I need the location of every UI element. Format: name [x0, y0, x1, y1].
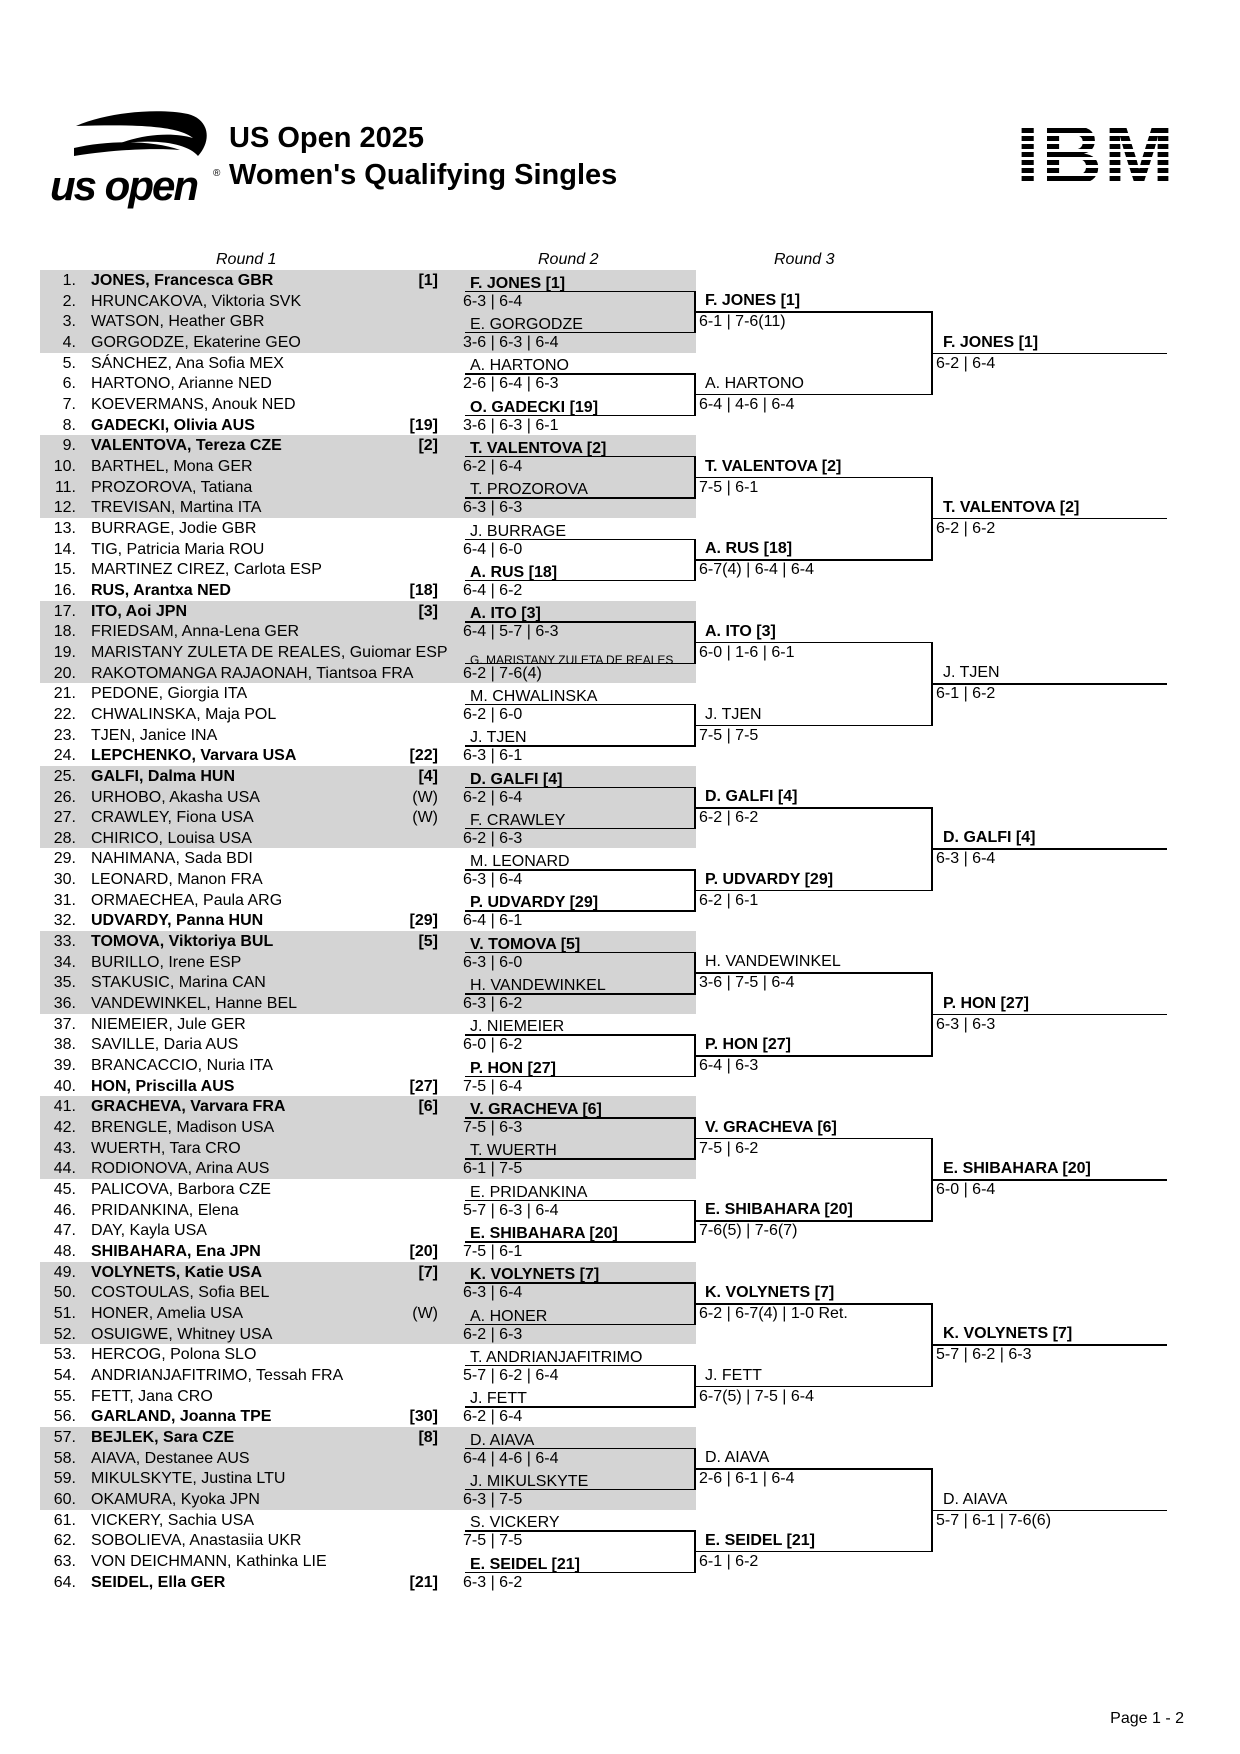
player-name[interactable]: VON DEICHMANN, Kathinka LIE: [91, 1552, 327, 1570]
player-name[interactable]: HERCOG, Polona SLO: [91, 1346, 257, 1364]
qualifier-score: 6-3 | 6-3: [936, 1015, 996, 1033]
round2-score: 6-3 | 6-0: [463, 953, 523, 971]
draw-number: 37.: [53, 1015, 76, 1033]
qualifier-name[interactable]: P. HON [27]: [943, 994, 1029, 1012]
seed-label: [8]: [418, 1428, 438, 1446]
player-name[interactable]: URHOBO, Akasha USA: [91, 788, 260, 806]
round2-winner[interactable]: J. FETT: [470, 1390, 527, 1408]
player-name[interactable]: SHIBAHARA, Ena JPN: [91, 1243, 261, 1261]
player-name[interactable]: GARLAND, Joanna TPE: [91, 1408, 272, 1426]
round-3-label: Round 3: [774, 251, 835, 268]
draw-number: 58.: [53, 1449, 76, 1467]
qualifier-name[interactable]: T. VALENTOVA [2]: [943, 498, 1080, 516]
qualifier-name[interactable]: K. VOLYNETS [7]: [943, 1325, 1073, 1343]
player-name[interactable]: FETT, Jana CRO: [91, 1387, 213, 1405]
player-name[interactable]: SÁNCHEZ, Ana Sofia MEX: [91, 354, 284, 372]
round2-winner[interactable]: M. LEONARD: [470, 853, 570, 871]
qualifier-name[interactable]: F. JONES [1]: [943, 333, 1039, 351]
player-name[interactable]: BRENGLE, Madison USA: [91, 1119, 275, 1137]
player-name[interactable]: AIAVA, Destanee AUS: [91, 1449, 250, 1467]
player-name[interactable]: PEDONE, Giorgia ITA: [91, 685, 248, 703]
draw-number: 21.: [53, 685, 76, 703]
player-name[interactable]: HRUNCAKOVA, Viktoria SVK: [91, 292, 302, 310]
player-name[interactable]: PRIDANKINA, Elena: [91, 1201, 239, 1219]
round3-winner[interactable]: E. SHIBAHARA [20]: [705, 1201, 853, 1219]
draw-number: 23.: [53, 726, 76, 744]
round2-winner[interactable]: J. MIKULSKYTE: [470, 1472, 589, 1490]
round2-winner[interactable]: M. CHWALINSKA: [470, 687, 598, 705]
round2-score: 6-3 | 6-1: [463, 747, 523, 765]
qualifier-name[interactable]: D. GALFI [4]: [943, 829, 1036, 847]
round3-score: 6-4 | 4-6 | 6-4: [699, 395, 795, 413]
player-name[interactable]: TJEN, Janice INA: [91, 726, 218, 744]
player-name[interactable]: LEPCHENKO, Varvara USA: [91, 747, 297, 765]
draw-number: 11.: [54, 478, 76, 496]
svg-text:®: ®: [213, 168, 221, 179]
player-name[interactable]: BARTHEL, Mona GER: [91, 457, 253, 475]
round2-score: 5-7 | 6-3 | 6-4: [463, 1201, 559, 1219]
round2-score: 6-2 | 6-3: [463, 1325, 523, 1343]
player-name[interactable]: RODIONOVA, Arina AUS: [91, 1160, 270, 1178]
draw-number: 62.: [53, 1532, 76, 1550]
round2-score: 6-3 | 7-5: [463, 1490, 523, 1508]
player-name[interactable]: PROZOROVA, Tatiana: [91, 478, 253, 496]
player-name[interactable]: BRANCACCIO, Nuria ITA: [91, 1057, 273, 1075]
player-name[interactable]: SOBOLIEVA, Anastasiia UKR: [91, 1532, 302, 1550]
round3-score: 6-4 | 6-3: [699, 1057, 759, 1075]
player-name[interactable]: HARTONO, Arianne NED: [91, 375, 272, 393]
round2-winner[interactable]: O. GADECKI [19]: [470, 398, 599, 416]
qualifier-score: 6-2 | 6-4: [936, 354, 996, 372]
seed-label: [30]: [409, 1408, 438, 1426]
draw-number: 8.: [62, 416, 76, 434]
round2-score: 6-4 | 6-0: [463, 540, 523, 558]
draw-number: 5.: [62, 354, 76, 372]
player-name[interactable]: SEIDEL, Ella GER: [91, 1573, 226, 1591]
draw-number: 10.: [53, 457, 76, 475]
draw-number: 18.: [53, 623, 76, 641]
player-name[interactable]: OKAMURA, Kyoka JPN: [91, 1490, 260, 1508]
round2-score: 7-5 | 7-5: [463, 1532, 523, 1550]
player-name[interactable]: FRIEDSAM, Anna-Lena GER: [91, 623, 300, 641]
round3-winner[interactable]: D. GALFI [4]: [705, 788, 798, 806]
player-name[interactable]: CHWALINSKA, Maja POL: [91, 705, 277, 723]
draw-number: 4.: [62, 333, 76, 351]
draw-number: 1.: [62, 272, 76, 289]
round2-score: 6-2 | 7-6(4): [463, 664, 542, 682]
round2-winner[interactable]: P. UDVARDY [29]: [470, 894, 599, 912]
page-number: Page 1 - 2: [1110, 1710, 1184, 1727]
draw-number: 13.: [53, 519, 76, 537]
draw-number: 17.: [53, 602, 76, 620]
svg-text:us open: us open: [50, 162, 198, 209]
player-name[interactable]: TOMOVA, Viktoriya BUL: [91, 933, 274, 951]
player-name[interactable]: COSTOULAS, Sofia BEL: [91, 1284, 270, 1302]
seed-label: (W): [412, 788, 438, 806]
qualifier-name[interactable]: D. AIAVA: [943, 1490, 1008, 1508]
seed-label: [4]: [418, 767, 438, 785]
draw-number: 26.: [53, 788, 76, 806]
round3-winner[interactable]: H. VANDEWINKEL: [705, 953, 841, 971]
round3-winner[interactable]: J. TJEN: [705, 705, 762, 723]
round2-score: 6-4 | 6-1: [463, 912, 523, 930]
draw-number: 42.: [53, 1119, 76, 1137]
round3-score: 6-1 | 7-6(11): [699, 313, 786, 331]
player-name[interactable]: CHIRICO, Louisa USA: [91, 829, 252, 847]
round3-winner[interactable]: A. HARTONO: [705, 374, 804, 392]
player-name[interactable]: JONES, Francesca GBR: [91, 272, 274, 289]
round2-score: 6-2 | 6-3: [463, 829, 523, 847]
round2-winner[interactable]: D. GALFI [4]: [470, 770, 563, 788]
draw-number: 27.: [53, 809, 76, 827]
round3-winner[interactable]: P. UDVARDY [29]: [705, 870, 834, 888]
round2-score: 7-5 | 6-3: [463, 1119, 523, 1137]
draw-number: 6.: [62, 375, 76, 393]
draw-number: 7.: [62, 395, 76, 413]
player-name[interactable]: PALICOVA, Barbora CZE: [91, 1181, 271, 1199]
player-name[interactable]: VANDEWINKEL, Hanne BEL: [91, 995, 298, 1013]
title-line-2: Women's Qualifying Singles: [229, 159, 618, 191]
seed-label: [20]: [409, 1243, 438, 1261]
round3-score: 6-7(5) | 7-5 | 6-4: [699, 1387, 815, 1405]
player-name[interactable]: MIKULSKYTE, Justina LTU: [91, 1470, 286, 1488]
round2-winner[interactable]: E. GORGODZE: [470, 315, 583, 333]
qualifier-name[interactable]: E. SHIBAHARA [20]: [943, 1160, 1091, 1178]
player-name[interactable]: NAHIMANA, Sada BDI: [91, 850, 253, 868]
seed-label: (W): [412, 809, 438, 827]
round2-score: 6-4 | 5-7 | 6-3: [463, 623, 559, 641]
round2-score: 6-4 | 6-2: [463, 581, 523, 599]
draw-number: 9.: [62, 437, 76, 455]
player-name[interactable]: BURILLO, Irene ESP: [91, 953, 242, 971]
draw-number: 14.: [53, 540, 76, 558]
round2-score: 6-2 | 6-4: [463, 788, 523, 806]
seed-label: (W): [412, 1305, 438, 1322]
draw-number: 31.: [53, 891, 76, 909]
round3-score: 2-6 | 6-1 | 6-4: [699, 1470, 795, 1488]
player-name[interactable]: VOLYNETS, Katie USA: [91, 1263, 263, 1281]
draw-number: 53.: [53, 1346, 76, 1364]
round3-score: 6-2 | 6-7(4) | 1-0 Ret.: [699, 1305, 848, 1322]
qualifier-score: 6-2 | 6-2: [936, 519, 996, 537]
round2-score: 6-3 | 6-2: [463, 1573, 523, 1591]
round2-winner[interactable]: G. MARISTANY ZULETA DE REALES: [470, 652, 674, 667]
draw-number: 38.: [53, 1036, 76, 1054]
round3-winner[interactable]: J. FETT: [705, 1366, 762, 1384]
round3-score: 6-0 | 1-6 | 6-1: [699, 643, 795, 661]
player-name[interactable]: WUERTH, Tara CRO: [91, 1139, 241, 1157]
player-name[interactable]: HONER, Amelia USA: [91, 1305, 244, 1322]
draw-number: 52.: [53, 1325, 76, 1343]
round2-score: 6-3 | 6-2: [463, 995, 523, 1013]
round2-score: 6-0 | 6-2: [463, 1036, 523, 1054]
draw-number: 63.: [53, 1552, 76, 1570]
draw-number: 59.: [53, 1470, 76, 1488]
round2-winner[interactable]: D. AIAVA: [470, 1431, 535, 1449]
player-name[interactable]: ORMAECHEA, Paula ARG: [91, 891, 283, 909]
round2-winner[interactable]: V. GRACHEVA [6]: [470, 1101, 602, 1119]
seed-label: [29]: [409, 912, 438, 930]
round2-winner[interactable]: A. HARTONO: [470, 357, 569, 375]
player-name[interactable]: TREVISAN, Martina ITA: [91, 499, 262, 517]
round3-winner[interactable]: V. GRACHEVA [6]: [705, 1118, 837, 1136]
qualifier-score: 5-7 | 6-2 | 6-3: [936, 1346, 1032, 1364]
round2-winner[interactable]: T. PROZOROVA: [470, 481, 588, 499]
round3-score: 7-5 | 6-2: [699, 1139, 759, 1157]
round2-winner[interactable]: J. BURRAGE: [470, 522, 567, 540]
draw-number: 20.: [53, 664, 76, 682]
draw-number: 39.: [53, 1057, 76, 1075]
draw-number: 43.: [53, 1139, 76, 1157]
seed-label: [1]: [418, 272, 438, 289]
player-name[interactable]: RAKOTOMANGA RAJAONAH, Tiantsoa FRA: [91, 664, 414, 682]
player-name[interactable]: TIG, Patricia Maria ROU: [91, 540, 265, 558]
us-open-logo: [48, 104, 228, 212]
round2-score: 6-3 | 6-4: [463, 871, 523, 889]
qualifier-score: 6-1 | 6-2: [936, 685, 996, 703]
round2-score: 7-5 | 6-1: [463, 1243, 523, 1261]
draw-number: 28.: [53, 829, 76, 847]
round2-winner[interactable]: E. SEIDEL [21]: [470, 1555, 580, 1573]
player-name[interactable]: MARISTANY ZULETA DE REALES, Guiomar ESP: [91, 643, 448, 661]
round3-winner[interactable]: F. JONES [1]: [705, 292, 801, 310]
player-name[interactable]: HON, Priscilla AUS: [91, 1077, 235, 1095]
draw-number: 48.: [53, 1243, 76, 1261]
seed-label: [2]: [418, 437, 438, 455]
round2-winner[interactable]: K. VOLYNETS [7]: [470, 1266, 600, 1284]
draw-number: 50.: [53, 1284, 76, 1302]
round2-winner[interactable]: H. VANDEWINKEL: [470, 977, 606, 995]
round2-winner[interactable]: E. PRIDANKINA: [470, 1183, 588, 1201]
player-name[interactable]: WATSON, Heather GBR: [91, 313, 265, 331]
round3-winner[interactable]: D. AIAVA: [705, 1449, 770, 1467]
draw-number: 29.: [53, 850, 76, 868]
player-name[interactable]: GORGODZE, Ekaterine GEO: [91, 333, 301, 351]
draw-number: 61.: [53, 1511, 76, 1529]
draw-number: 2.: [62, 292, 76, 310]
seed-label: [7]: [418, 1263, 438, 1281]
player-name[interactable]: VICKERY, Sachia USA: [91, 1511, 255, 1529]
round3-winner[interactable]: P. HON [27]: [705, 1036, 791, 1054]
draw-number: 44.: [53, 1160, 76, 1178]
player-name[interactable]: CRAWLEY, Fiona USA: [91, 809, 254, 827]
page-title: [229, 120, 617, 194]
round3-score: 6-2 | 6-1: [699, 891, 759, 909]
round-1-label: Round 1: [216, 251, 277, 268]
player-name[interactable]: ITO, Aoi JPN: [91, 602, 188, 620]
draw-number: 60.: [53, 1490, 76, 1508]
round2-winner[interactable]: T. VALENTOVA [2]: [470, 439, 607, 457]
round2-score: 7-5 | 6-4: [463, 1077, 523, 1095]
round2-winner[interactable]: A. HONER: [470, 1307, 548, 1325]
round2-score: 6-4 | 4-6 | 6-4: [463, 1449, 559, 1467]
round-2-label: Round 2: [538, 251, 599, 268]
draw-number: 40.: [53, 1077, 76, 1095]
round3-score: 3-6 | 7-5 | 6-4: [699, 974, 795, 992]
round3-winner[interactable]: A. ITO [3]: [705, 622, 776, 640]
draw-number: 30.: [53, 871, 76, 889]
qualifier-score: 5-7 | 6-1 | 7-6(6): [936, 1511, 1052, 1529]
seed-label: [6]: [418, 1098, 438, 1116]
round2-winner[interactable]: E. SHIBAHARA [20]: [470, 1225, 618, 1243]
draw-number: 54.: [53, 1366, 76, 1384]
round2-score: 6-2 | 6-0: [463, 705, 523, 723]
round3-winner[interactable]: K. VOLYNETS [7]: [705, 1284, 835, 1301]
qualifier-score: 6-3 | 6-4: [936, 850, 996, 868]
player-name[interactable]: SAVILLE, Daria AUS: [91, 1036, 239, 1054]
draw-number: 19.: [53, 643, 76, 661]
round2-winner[interactable]: J. NIEMEIER: [470, 1018, 565, 1036]
draw-number: 47.: [53, 1222, 76, 1240]
draw-number: 35.: [53, 974, 76, 992]
round2-winner[interactable]: J. TJEN: [470, 729, 527, 747]
round3-score: 6-7(4) | 6-4 | 6-4: [699, 561, 815, 579]
player-name[interactable]: KOEVERMANS, Anouk NED: [91, 395, 296, 413]
draw-number: 24.: [53, 747, 76, 765]
seed-label: [19]: [409, 416, 438, 434]
seed-label: [22]: [409, 747, 438, 765]
draw-number: 34.: [53, 953, 76, 971]
round2-winner[interactable]: A. RUS [18]: [470, 563, 558, 581]
draw-number: 46.: [53, 1201, 76, 1219]
player-name[interactable]: MARTINEZ CIREZ, Carlota ESP: [91, 561, 322, 579]
draw-number: 36.: [53, 995, 76, 1013]
round3-score: 7-5 | 7-5: [699, 726, 759, 744]
draw-number: 32.: [53, 912, 76, 930]
round2-score: 3-6 | 6-3 | 6-4: [463, 333, 559, 351]
round2-score: 6-1 | 7-5: [463, 1160, 523, 1178]
round2-score: 6-3 | 6-4: [463, 292, 523, 310]
player-name[interactable]: ANDRIANJAFITRIMO, Tessah FRA: [91, 1366, 344, 1384]
draw-number: 33.: [53, 933, 76, 951]
qualifier-name[interactable]: J. TJEN: [943, 664, 1000, 682]
round3-winner[interactable]: T. VALENTOVA [2]: [705, 457, 842, 475]
seed-label: [3]: [418, 602, 438, 620]
round3-score: 6-1 | 6-2: [699, 1552, 759, 1570]
round2-score: 5-7 | 6-2 | 6-4: [463, 1366, 559, 1384]
player-name[interactable]: DAY, Kayla USA: [91, 1222, 207, 1240]
round3-winner[interactable]: A. RUS [18]: [705, 540, 793, 558]
round2-score: 6-3 | 6-4: [463, 1284, 523, 1302]
player-name[interactable]: NIEMEIER, Jule GER: [91, 1015, 246, 1033]
round2-winner[interactable]: S. VICKERY: [470, 1514, 560, 1532]
draw-number: 45.: [53, 1181, 76, 1199]
round2-score: 3-6 | 6-3 | 6-1: [463, 416, 559, 434]
player-name[interactable]: GADECKI, Olivia AUS: [91, 416, 255, 434]
round3-score: 6-2 | 6-2: [699, 809, 759, 827]
round3-score: 7-5 | 6-1: [699, 478, 759, 496]
draw-number: 64.: [53, 1573, 76, 1591]
player-name[interactable]: BURRAGE, Jodie GBR: [91, 519, 257, 537]
draw-number: 16.: [53, 581, 76, 599]
draw-number: 25.: [53, 767, 76, 785]
player-name[interactable]: LEONARD, Manon FRA: [91, 871, 263, 889]
qualifier-score: 6-0 | 6-4: [936, 1181, 996, 1199]
draw-number: 55.: [53, 1387, 76, 1405]
draw-number: 41.: [53, 1098, 76, 1116]
player-name[interactable]: VALENTOVA, Tereza CZE: [91, 437, 282, 455]
player-name[interactable]: GALFI, Dalma HUN: [91, 767, 236, 785]
svg-text:IBM: IBM: [1016, 120, 1176, 192]
seed-label: [21]: [409, 1573, 438, 1591]
round2-score: 6-2 | 6-4: [463, 1408, 523, 1426]
player-name[interactable]: RUS, Arantxa NED: [91, 581, 231, 599]
seed-label: [18]: [409, 581, 438, 599]
round2-winner[interactable]: P. HON [27]: [470, 1059, 556, 1077]
round3-winner[interactable]: E. SEIDEL [21]: [705, 1531, 815, 1549]
player-name[interactable]: UDVARDY, Panna HUN: [91, 912, 264, 930]
round2-score: 6-3 | 6-3: [463, 499, 523, 517]
draw-number: 3.: [62, 313, 76, 331]
draw-number: 51.: [53, 1305, 76, 1322]
round3-score: 7-6(5) | 7-6(7): [699, 1222, 798, 1240]
draw-number: 56.: [53, 1408, 76, 1426]
ibm-logo: [1016, 120, 1186, 192]
player-name[interactable]: STAKUSIC, Marina CAN: [91, 974, 266, 992]
round2-winner[interactable]: F. JONES [1]: [470, 274, 566, 292]
draw-number: 57.: [53, 1428, 76, 1446]
draw-number: 12.: [53, 499, 76, 517]
draw-number: 49.: [53, 1263, 76, 1281]
round2-winner[interactable]: T. ANDRIANJAFITRIMO: [470, 1348, 643, 1366]
round2-score: 6-2 | 6-4: [463, 457, 523, 475]
round2-winner[interactable]: V. TOMOVA [5]: [470, 935, 581, 953]
round2-winner[interactable]: A. ITO [3]: [470, 605, 541, 623]
player-name[interactable]: GRACHEVA, Varvara FRA: [91, 1098, 286, 1116]
title-line-1: US Open 2025: [229, 122, 425, 154]
player-name[interactable]: OSUIGWE, Whitney USA: [91, 1325, 273, 1343]
player-name[interactable]: BEJLEK, Sara CZE: [91, 1428, 235, 1446]
draw-number: 22.: [53, 705, 76, 723]
round2-score: 2-6 | 6-4 | 6-3: [463, 375, 559, 393]
seed-label: [5]: [418, 933, 438, 951]
round2-winner[interactable]: T. WUERTH: [470, 1142, 557, 1160]
seed-label: [27]: [409, 1077, 438, 1095]
draw-number: 15.: [53, 561, 76, 579]
round2-winner[interactable]: F. CRAWLEY: [470, 811, 566, 829]
